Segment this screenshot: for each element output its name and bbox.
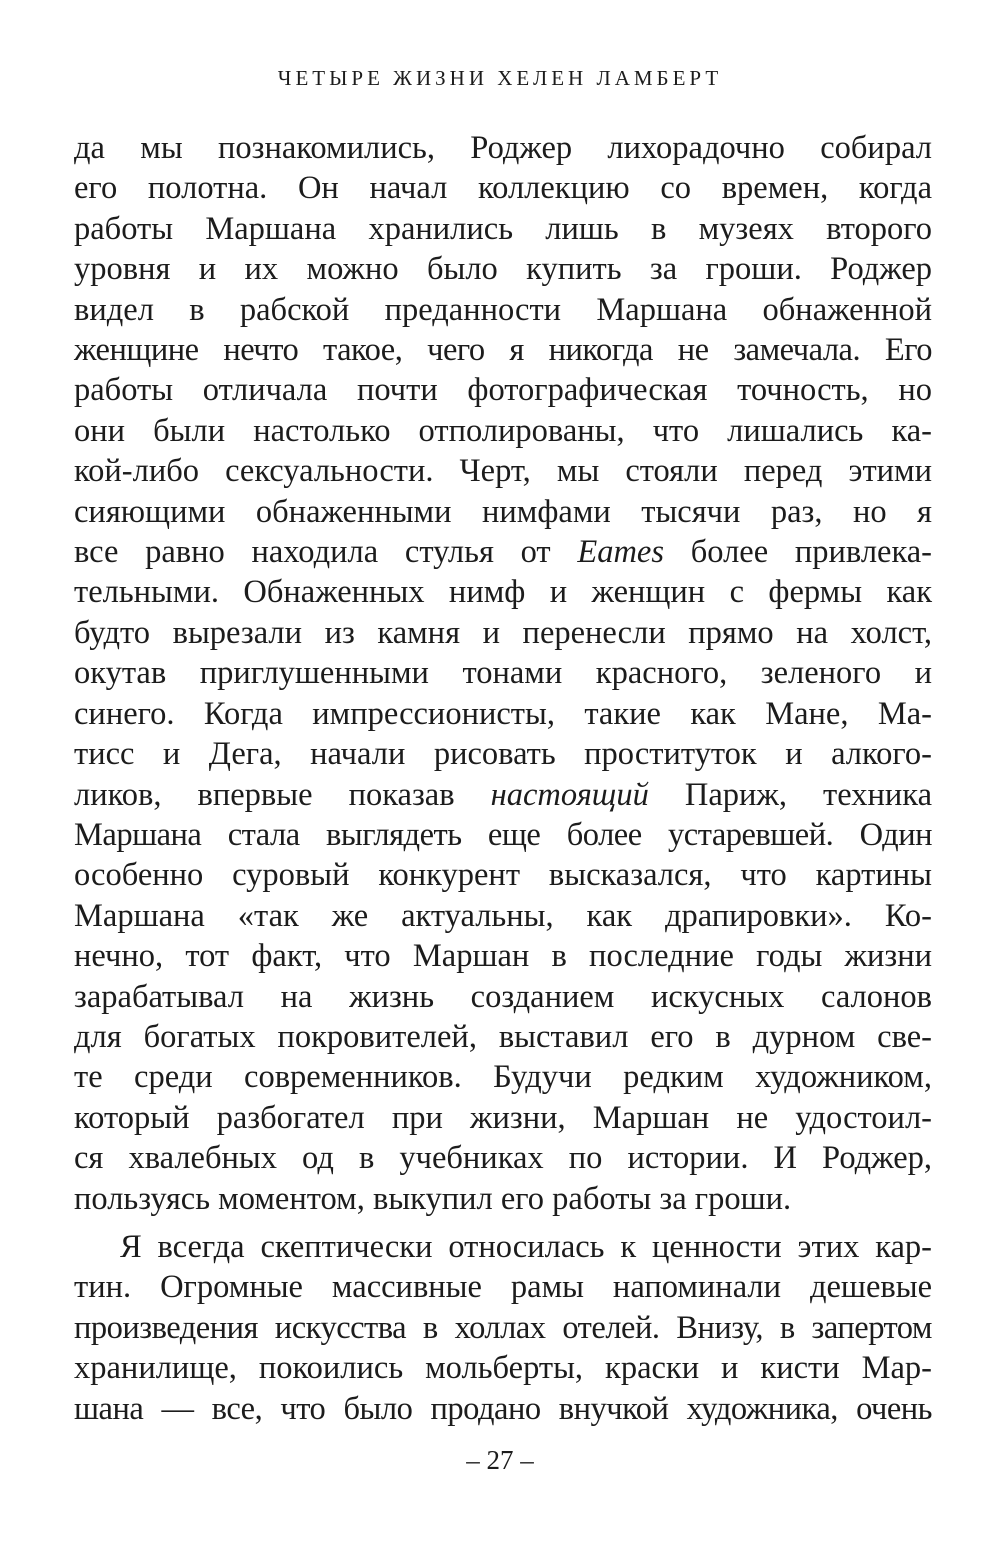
text-segment: ликов, впервые показав [74,776,455,813]
text-line: они были настолько отполированы, что лишались ка- [74,412,932,449]
italic-emphasis: настоящий [490,776,649,813]
text-line: Маршана стала выглядеть еще более устаревшей. Один [74,816,932,853]
text-line: те среди современников. Будучи редким художником, [74,1059,932,1096]
text-line: ся хвалебных од в учебниках по истории. И Роджер, [74,1140,932,1177]
text-line: его полотна. Он начал коллекцию со времен, когда [74,170,932,207]
text-line [74,775,932,815]
text-line: работы Маршана хранились лишь в музеях второго [74,210,932,247]
text-line: пользуясь моментом, выкупил его работы за гроши. [74,1180,792,1217]
text-line: нечно, тот факт, что Маршан в последние годы жизни [74,938,932,975]
text-line: будто вырезали из камня и перенесли прямо на холст, [74,614,932,651]
text-line: видел в рабской преданности Маршана обнаженной [74,291,932,328]
text-line: для богатых покровителей, выставил его в дурном све- [74,1018,932,1055]
text-line: синего. Когда импрессионисты, такие как Мане, Ма- [74,695,932,732]
text-line: шана — все, что было продано внучкой художника, очень [74,1390,932,1427]
text-segment: более привлека- [690,534,933,571]
text-segment: все равно находила стулья от [74,534,551,571]
text-line: женщине нечто такое, чего я никогда не замечала. Его [74,332,932,369]
italic-brand-name: Eames [577,534,665,571]
text-line: Маршана «так же актуальны, как драпировки». Ко- [74,897,932,934]
running-header: ЧЕТЫРЕ ЖИЗНИ ХЕЛЕН ЛАМБЕРТ [277,66,723,90]
text-line: окутав приглушенными тонами красного, зеленого и [74,655,932,692]
text-line: произведения искусства в холлах отелей. Внизу, в запертом [74,1309,932,1346]
text-line: особенно суровый конкурент высказался, что картины [74,857,932,894]
text-line: зарабатывал на жизнь созданием искусных салонов [74,978,932,1015]
body-text [74,128,932,1429]
text-line: тельными. Обнаженных нимф и женщин с фермы как [74,574,932,611]
text-segment: Париж, техника [684,776,933,813]
text-line [74,532,932,572]
text-line: тин. Огромные массивные рамы напоминали дешевые [74,1269,932,1306]
text-line: хранилище, покоились мольберты, краски и кисти Мар- [74,1350,932,1387]
page-number: – 27 – [466,1445,534,1475]
text-line: который разбогател при жизни, Маршан не удостоил- [74,1099,932,1136]
text-line: кой-либо сексуальности. Черт, мы стояли перед этими [74,453,932,490]
paragraph-2 [74,1227,932,1429]
text-line: Я всегда скептически относилась к ценности этих кар- [120,1228,932,1265]
text-line: да мы познакомились, Роджер лихорадочно собирал [74,130,932,166]
text-line: тисс и Дега, начали рисовать проституток и алкого- [74,736,932,773]
text-line: работы отличала почти фотографическая точность, но [74,372,932,409]
paragraph-1 [74,128,932,1219]
text-line: сияющими обнаженными нимфами тысячи раз, но я [74,493,932,530]
text-line: уровня и их можно было купить за гроши. Роджер [74,251,932,288]
